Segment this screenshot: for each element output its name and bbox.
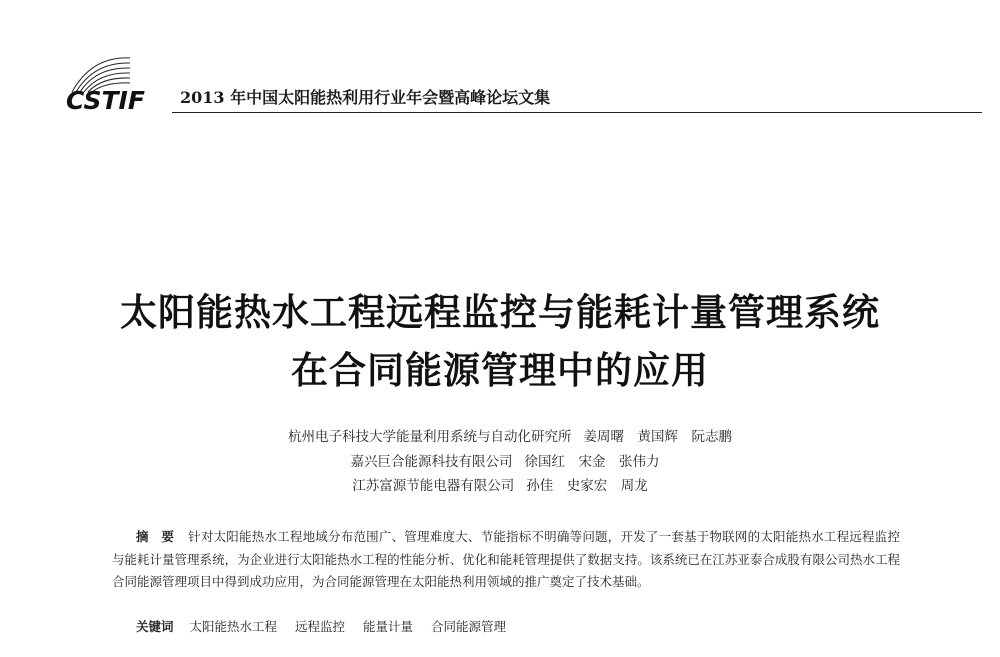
conference-title: 2013 年中国太阳能热利用行业年会暨高峰论坛文集: [180, 88, 551, 107]
affiliation-line-2: [0, 450, 1000, 470]
affiliation-org: 江苏富源节能电器有限公司: [352, 478, 515, 494]
affiliation-line-1: [0, 425, 1000, 445]
affiliation-line-3: [0, 474, 1000, 494]
keyword: 远程监控: [295, 619, 346, 634]
header-divider: [172, 112, 982, 113]
affiliation-authors: 徐国红 宋金 张伟力: [524, 454, 660, 470]
keywords: [136, 617, 520, 635]
affiliation-authors: 姜周曙 黄国辉 阮志鹏: [583, 429, 732, 445]
abstract-label: 摘 要: [136, 529, 175, 544]
affiliation-org: 杭州电子科技大学能量利用系统与自动化研究所: [288, 429, 572, 445]
logo-text: CSTIF: [66, 86, 145, 115]
paper-title-line-1: 太阳能热水工程远程监控与能耗计量管理系统: [120, 290, 880, 334]
abstract: [112, 526, 900, 594]
keywords-label: 关键词: [136, 619, 174, 634]
keyword: 太阳能热水工程: [189, 619, 278, 634]
page-header: [62, 52, 982, 122]
abstract-text: 针对太阳能热水工程地域分布范围广、管理难度大、节能指标不明确等问题，开发了一套基于物联网的太阳能热水工程远程监控与能耗计量管理系统，为企业进行太阳能热水工程的性能分析、优化和能耗管理提供了数据支持。该系统已在江苏亚泰合成股有限公司热水工程合同能源管理项目中得到成功应用，为合同能源管理在太阳能热利用领域的推广奠定了技术基础。: [112, 529, 900, 589]
affiliation-org: 嘉兴巨合能源科技有限公司: [350, 454, 513, 470]
keyword: 能量计量: [363, 619, 414, 634]
keyword: 合同能源管理: [431, 619, 507, 634]
affiliation-authors: 孙佳 史家宏 周龙: [526, 478, 648, 494]
paper-title-line-2: 在合同能源管理中的应用: [291, 348, 709, 392]
